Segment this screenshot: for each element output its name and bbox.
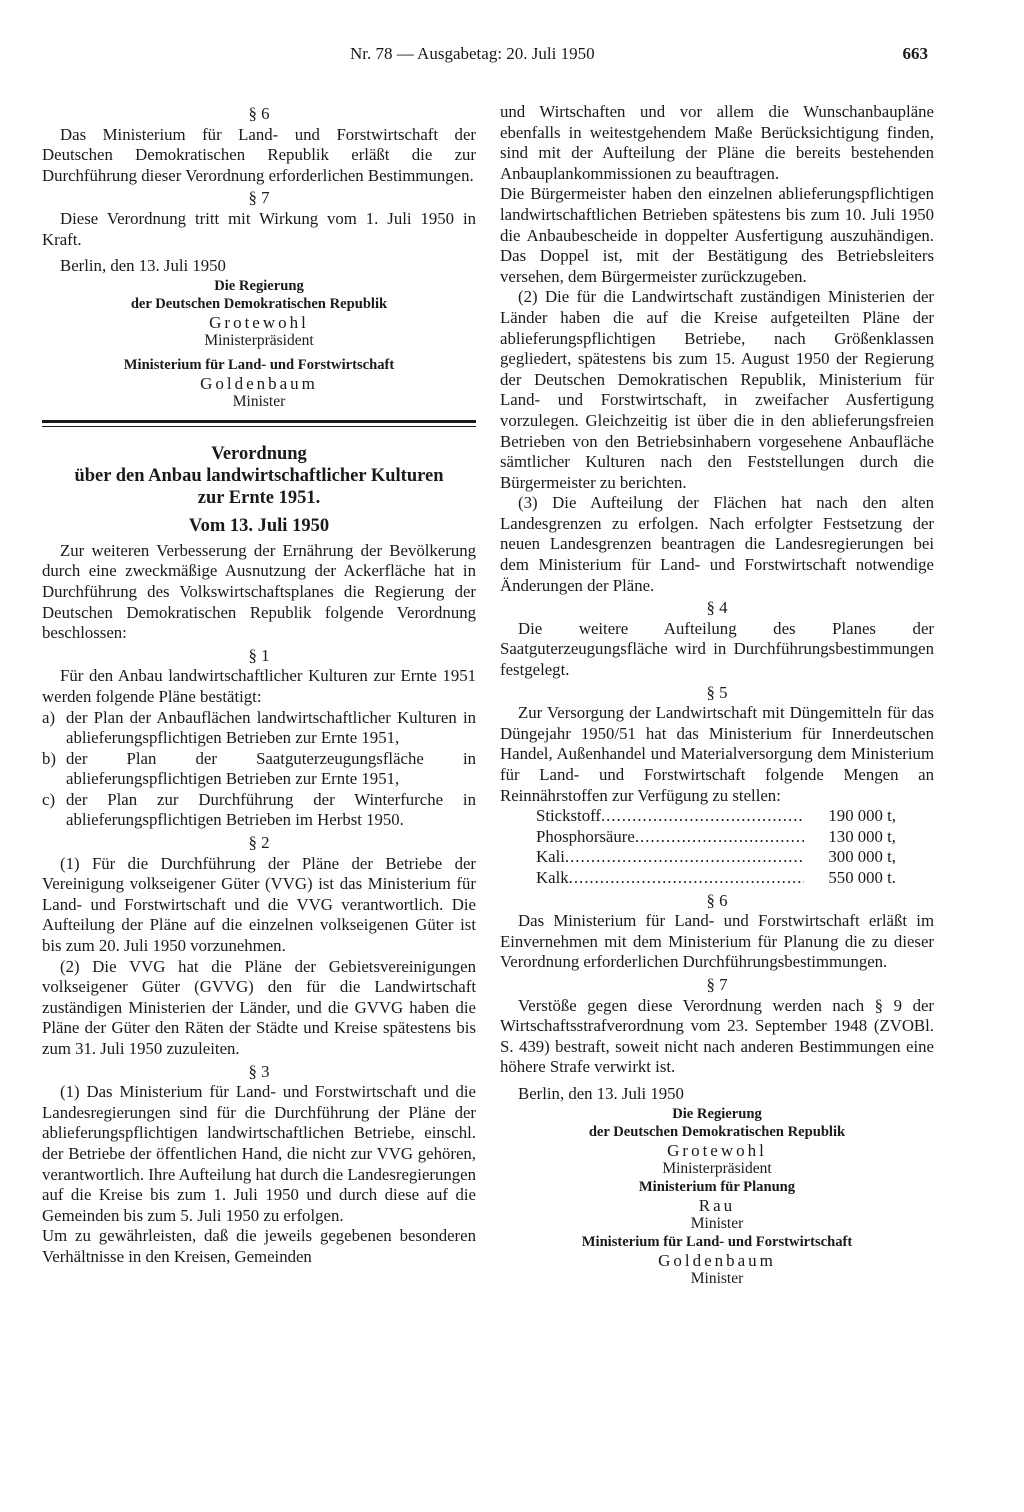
paragraph: Die Bürgermeister haben den einzelnen ablieferungspflichtigen landwirtschaftlichen Betrieben spätestens bis zum 10. Juli 1950 die Anbaubescheide in doppelter Ausfertigung auszuhändigen. Das Doppel ist, mit der Bestätigung des Betriebsleiters versehen, dem Bürgermeister zurückzugeben. <box>500 184 934 286</box>
table-row <box>536 827 896 848</box>
divider <box>42 426 476 427</box>
signature-org: Die Regierung <box>214 277 304 294</box>
table-row <box>536 868 896 889</box>
paragraph: Zur Versorgung der Landwirtschaft mit Düngemitteln für das Düngejahr 1950/51 hat das Ministerium für Innerdeutschen Handel, Außenhandel und Materialversorgung dem Ministerium für Land- und Forstwirtschaft folgende Mengen an Reinnährstoffen zur Verfügung zu stellen: <box>500 703 934 805</box>
signature-name: Grotewohl <box>209 312 309 332</box>
leader-dots <box>635 827 804 848</box>
section-heading: § 6 <box>706 890 728 910</box>
list-text: der Plan der Saatguterzeugungsfläche in ablieferungspflichtigen Betrieben zur Ernte 1951, <box>66 748 476 789</box>
fertilizer-table <box>536 806 896 888</box>
leader-dots <box>569 868 804 889</box>
left-column <box>42 102 476 1268</box>
page-number: 663 <box>902 44 928 63</box>
right-column <box>500 102 934 1288</box>
section-heading: § 4 <box>706 598 728 618</box>
signature-title: Minister <box>690 1269 744 1287</box>
list-marker: c) <box>42 789 56 809</box>
ordinance-title: über den Anbau landwirtschaftlicher Kulturen <box>74 465 444 486</box>
fertilizer-amount: 130 000 t, <box>828 826 896 846</box>
section-heading: § 6 <box>248 104 270 123</box>
paragraph: (1) Das Ministerium für Land- und Forstwirtschaft und die Landesregierungen sind für die Durchführung der Pläne der ablieferungspflichtigen landwirtschaftlichen Betriebe, einschl. der Betriebe der öffentlichen Hand, die nicht zur VVG gehören, verantwortlich. Ihre Aufteilung hat durch die Landesregierungen auf die Kreise bis zum 1. Juli 1950 und durch diese auf die Gemeinden bis zum 5. Juli 1950 zu erfolgen. <box>42 1082 476 1225</box>
fertilizer-name: Kalk <box>536 867 569 887</box>
signature-org: Ministerium für Planung <box>638 1178 796 1195</box>
list-text: der Plan der Anbauflächen landwirtschaftlicher Kulturen in ablieferungspflichtigen Betrieben zur Ernte 1951, <box>66 707 476 748</box>
paragraph: Das Ministerium für Land- und Forstwirtschaft erläßt im Einvernehmen mit dem Ministerium für Planung die zu dieser Verordnung erforderlichen Durchführungsbestimmungen. <box>500 911 934 972</box>
section-heading: § 7 <box>706 974 728 994</box>
paragraph: Um zu gewährleisten, daß die jeweils gegebenen besonderen Verhältnisse in den Kreisen, Gemeinden <box>42 1226 476 1266</box>
fertilizer-name: Kali <box>536 847 565 867</box>
table-row <box>536 806 896 827</box>
signature-title: Ministerpräsident <box>662 1159 772 1177</box>
issue-line: Nr. 78 — Ausgabetag: 20. Juli 1950 <box>350 44 595 63</box>
signature-title: Minister <box>232 392 286 410</box>
list-item <box>42 790 476 831</box>
list-item <box>42 708 476 749</box>
signature-org: der Deutschen Demokratischen Republik <box>130 295 388 312</box>
paragraph: (3) Die Aufteilung der Flächen hat nach den alten Landesgrenzen zu erfolgen. Nach erfolgter Festsetzung der neuen Landesgrenzen beantragen die Landesregierungen bei dem Ministerium für Land- und Forstwirtschaft notwendige Änderungen der Pläne. <box>500 493 934 595</box>
paragraph: Das Ministerium für Land- und Forstwirtschaft der Deutschen Demokratischen Republik erläßt die zur Durchführung dieser Verordnung erforderlichen Bestimmungen. <box>42 124 476 185</box>
section-heading: § 3 <box>248 1061 270 1081</box>
paragraph: (2) Die VVG hat die Pläne der Gebietsvereinigungen volkseigener Güter (GVVG) den für die Landwirtschaft zuständigen Ministerien der Länder, und die GVVG haben die Pläne der Güter den Räten der Städte und Kreise spätestens bis zum 31. Juli 1950 zuzuleiten. <box>42 956 476 1058</box>
section-heading: § 7 <box>248 188 270 208</box>
list-text: der Plan zur Durchführung der Winterfurche in ablieferungspflichtigen Betrieben im Herbst 1950. <box>66 789 476 830</box>
plan-list <box>42 708 476 832</box>
leader-dots <box>601 806 804 827</box>
ordinance-title: Verordnung <box>211 443 307 464</box>
signature-name: Goldenbaum <box>658 1250 776 1270</box>
list-item <box>42 749 476 790</box>
paragraph: (1) Für die Durchführung der Pläne der Betriebe der Vereinigung volkseigener Güter (VVG) ist das Ministerium für Land- und Forstwirtschaft und die VVG verantwortlich. Die Aufteilung der Pläne auf die einzelnen volkseigenen Güter ist bis zum 20. Juli 1950 vorzunehmen. <box>42 853 476 956</box>
fertilizer-amount: 190 000 t, <box>828 806 896 826</box>
list-marker: b) <box>42 748 56 768</box>
signature-org: Die Regierung <box>672 1105 762 1122</box>
paragraph: Die weitere Aufteilung des Planes der Saatguterzeugungsfläche wird in Durchführungsbestimmungen festgelegt. <box>500 618 934 680</box>
place-date: Berlin, den 13. Juli 1950 <box>518 1083 684 1103</box>
section-heading: § 2 <box>248 833 270 853</box>
ordinance-title: zur Ernte 1951. <box>197 487 321 508</box>
paragraph: (2) Die für die Landwirtschaft zuständigen Ministerien der Länder haben die auf die Kreise aufgeteilten Pläne der ablieferungspflichtigen Betriebe, nach Größenklassen gegliedert, spätestens bis zum 15. August 1950 der Regierung der Deutschen Demokratischen Republik, Ministerium für Land- und Forstwirtschaft, in zweifacher Ausfertigung vorzulegen. Gleichzeitig ist über die in den ablieferungsfreien Betrieben von den Betriebsinhabern vorgesehene Anbaufläche sämtlicher Kulturen nach den Feststellungen durch die Bürgermeister zu berichten. <box>500 287 934 492</box>
divider <box>42 420 476 423</box>
place-date: Berlin, den 13. Juli 1950 <box>60 256 226 276</box>
fertilizer-amount: 300 000 t, <box>828 847 896 867</box>
signature-org: Ministerium für Land- und Forstwirtschaft <box>581 1233 853 1250</box>
fertilizer-name: Stickstoff <box>536 806 601 826</box>
table-row <box>536 847 896 868</box>
signature-title: Ministerpräsident <box>204 331 314 349</box>
paragraph: Für den Anbau landwirtschaftlicher Kulturen zur Ernte 1951 werden folgende Pläne bestätigt: <box>42 666 476 706</box>
signature-title: Minister <box>690 1214 744 1232</box>
section-heading: § 1 <box>248 645 270 665</box>
fertilizer-name: Phosphorsäure <box>536 826 635 846</box>
ordinance-date: Vom 13. Juli 1950 <box>188 515 330 536</box>
preamble: Zur weiteren Verbesserung der Ernährung der Bevölkerung durch eine zweckmäßige Ausnutzung der Ackerfläche hat in Durchführung des Volkswirtschaftsplanes die Regierung der Deutschen Demokratischen Republik folgende Verordnung beschlossen: <box>42 540 476 643</box>
signature-org: Ministerium für Land- und Forstwirtschaft <box>123 356 395 373</box>
paragraph: Diese Verordnung tritt mit Wirkung vom 1. Juli 1950 in Kraft. <box>42 208 476 249</box>
fertilizer-amount: 550 000 t. <box>828 867 896 887</box>
signature-org: der Deutschen Demokratischen Republik <box>588 1123 846 1140</box>
paragraph: und Wirtschaften und vor allem die Wunschanbaupläne ebenfalls in weitestgehendem Maße Berücksichtigung finden, sind mit der Aufteilung der Pläne die bereits bestehenden Anbauplankommissionen zu beauftragen. <box>500 102 934 183</box>
list-marker: a) <box>42 707 56 727</box>
signature-name: Grotewohl <box>667 1140 767 1160</box>
section-heading: § 5 <box>706 682 728 702</box>
signature-name: Goldenbaum <box>200 373 318 393</box>
signature-name: Rau <box>698 1195 736 1215</box>
paragraph: Verstöße gegen diese Verordnung werden nach § 9 der Wirtschaftsstrafverordnung vom 23. September 1948 (ZVOBl. S. 439) bestraft, soweit nicht nach anderen Bestimmungen eine höhere Strafe verwirkt ist. <box>500 995 934 1077</box>
leader-dots <box>565 847 804 868</box>
